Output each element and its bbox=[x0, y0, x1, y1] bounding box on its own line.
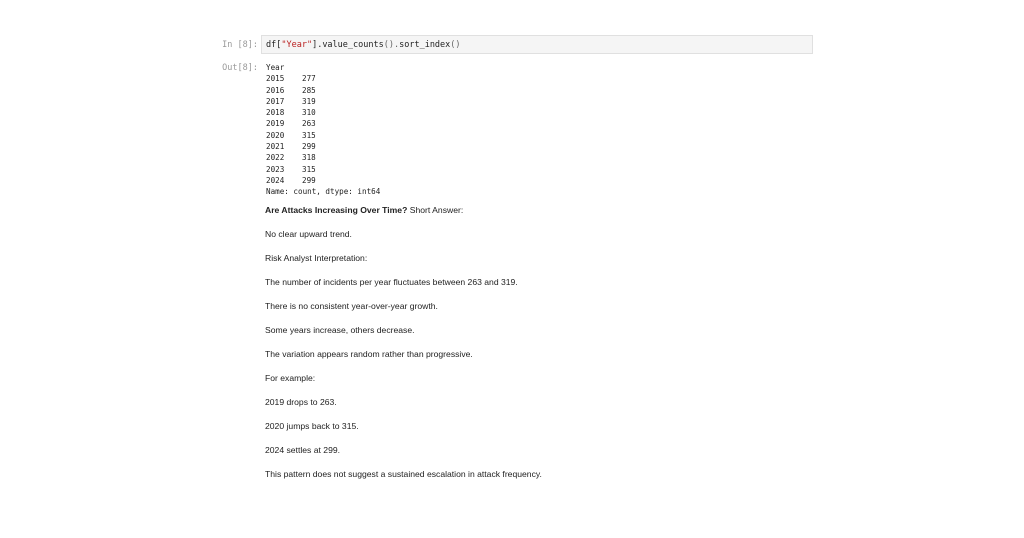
cell-output bbox=[266, 62, 380, 198]
output-prompt: Out[8]: bbox=[222, 63, 258, 73]
code-token-prefix: df[ bbox=[266, 40, 282, 50]
output-count: 318 bbox=[302, 153, 316, 163]
code-token-paren-2: () bbox=[450, 40, 461, 50]
output-count: 315 bbox=[302, 164, 316, 174]
output-year: 2020 bbox=[266, 130, 285, 140]
markdown-paragraph: For example: bbox=[265, 373, 316, 383]
markdown-paragraph: 2020 jumps back to 315. bbox=[265, 421, 359, 431]
markdown-paragraph: 2019 drops to 263. bbox=[265, 397, 337, 407]
code-token-method-2: sort_index bbox=[399, 40, 451, 50]
output-count: 319 bbox=[302, 96, 316, 106]
output-row bbox=[266, 85, 380, 96]
output-year: 2017 bbox=[266, 96, 285, 106]
markdown-heading-rest: Short Answer: bbox=[407, 205, 464, 215]
output-row bbox=[266, 73, 380, 84]
markdown-paragraph: No clear upward trend. bbox=[265, 229, 352, 239]
output-row bbox=[266, 152, 380, 163]
output-row bbox=[266, 141, 380, 152]
markdown-heading bbox=[265, 205, 463, 215]
code-input-cell[interactable] bbox=[261, 35, 813, 54]
code-token-method-1: ].value_counts bbox=[312, 40, 384, 50]
output-row bbox=[266, 107, 380, 118]
output-year: 2022 bbox=[266, 153, 285, 163]
markdown-heading-bold: Are Attacks Increasing Over Time? bbox=[265, 205, 408, 215]
output-row bbox=[266, 96, 380, 107]
input-prompt: In [8]: bbox=[222, 40, 258, 50]
markdown-paragraph: The number of incidents per year fluctuates between 263 and 319. bbox=[265, 277, 518, 287]
markdown-paragraph: 2024 settles at 299. bbox=[265, 445, 341, 455]
output-year: 2018 bbox=[266, 108, 285, 118]
output-year: 2024 bbox=[266, 175, 285, 185]
output-row bbox=[266, 175, 380, 186]
output-count: 310 bbox=[302, 108, 316, 118]
output-year: 2023 bbox=[266, 164, 285, 174]
output-year: 2015 bbox=[266, 74, 285, 84]
output-row bbox=[266, 118, 380, 129]
output-header: Year bbox=[266, 63, 285, 72]
code-token-dot: . bbox=[393, 40, 400, 50]
markdown-paragraph: The variation appears random rather than progressive. bbox=[265, 349, 473, 359]
markdown-paragraph: There is no consistent year-over-year growth. bbox=[265, 301, 438, 311]
markdown-paragraph: Risk Analyst Interpretation: bbox=[265, 253, 368, 263]
output-row bbox=[266, 130, 380, 141]
output-row bbox=[266, 164, 380, 175]
markdown-paragraph: Some years increase, others decrease. bbox=[265, 325, 415, 335]
output-count: 299 bbox=[302, 142, 316, 152]
output-count: 285 bbox=[302, 85, 316, 95]
output-count: 315 bbox=[302, 130, 316, 140]
output-count: 277 bbox=[302, 74, 316, 84]
output-year: 2016 bbox=[266, 85, 285, 95]
output-year: 2021 bbox=[266, 142, 285, 152]
markdown-paragraph: This pattern does not suggest a sustained escalation in attack frequency. bbox=[265, 469, 542, 479]
output-count: 263 bbox=[302, 119, 316, 129]
output-footer: Name: count, dtype: int64 bbox=[266, 187, 381, 197]
output-count: 299 bbox=[302, 175, 316, 185]
code-token-paren-1: () bbox=[383, 40, 394, 50]
output-year: 2019 bbox=[266, 119, 285, 129]
code-token-string: "Year" bbox=[281, 40, 313, 50]
